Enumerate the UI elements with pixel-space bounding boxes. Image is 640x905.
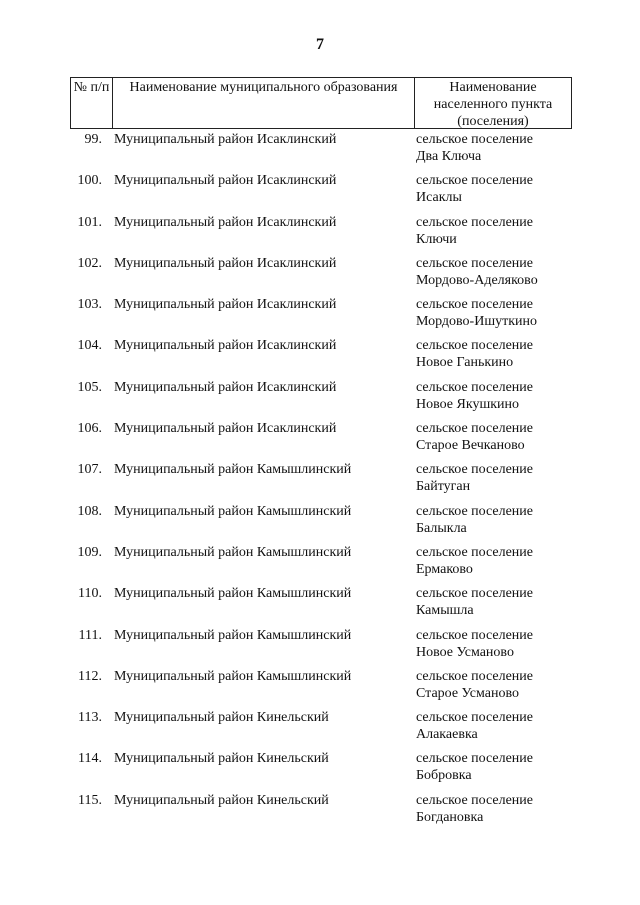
row-number: 105.: [77, 379, 102, 395]
settlement-name: Два Ключа: [416, 149, 482, 164]
settlement-type: сельское поселение: [416, 586, 533, 602]
settlement-cell: [416, 214, 606, 248]
settlement-cell: [416, 296, 606, 330]
municipality-name: Муниципальный район Камышлинский: [114, 462, 352, 478]
municipality-name: Муниципальный район Кинельский: [114, 792, 329, 808]
municipality-name: Муниципальный район Исаклинский: [114, 173, 337, 189]
settlement-name: Новое Усманово: [416, 644, 514, 660]
table-row: [0, 709, 640, 750]
table-row: [0, 668, 640, 709]
settlement-type: сельское поселение: [416, 668, 533, 684]
row-number: 113.: [78, 710, 102, 726]
table-row: [0, 503, 640, 544]
row-number: 106.: [77, 421, 102, 437]
settlement-cell: [416, 585, 606, 619]
settlement-name: Байтуган: [416, 479, 471, 495]
table-row: [0, 296, 640, 337]
municipality-name: Муниципальный район Исаклинский: [114, 421, 337, 437]
settlement-name: Новое Ганькино: [416, 355, 514, 371]
settlement-cell: [416, 337, 606, 371]
header-number-column: № п/п: [71, 78, 113, 128]
settlement-name: Старое Вечканово: [416, 438, 525, 454]
settlement-cell: [416, 461, 606, 495]
settlement-type: сельское поселение: [416, 297, 533, 313]
settlement-cell: [416, 668, 606, 702]
table-row: [0, 214, 640, 255]
municipality-name: Муниципальный район Исаклинский: [114, 338, 337, 354]
row-number: 101.: [77, 214, 102, 230]
settlement-cell: [416, 792, 606, 826]
table-row: [0, 337, 640, 378]
settlement-name: Балыкла: [416, 520, 467, 536]
row-number: 108.: [77, 503, 102, 519]
settlement-name: Новое Якушкино: [416, 396, 520, 412]
row-number: 103.: [77, 297, 102, 313]
table-row: [0, 792, 640, 833]
settlement-name: Ермаково: [416, 561, 473, 577]
table-row: [0, 750, 640, 791]
table-header: [70, 77, 572, 129]
municipality-name: Муниципальный район Камышлинский: [114, 544, 352, 560]
settlement-type: сельское поселение: [416, 379, 533, 395]
settlement-name: Исаклы: [416, 190, 462, 206]
settlement-name: Старое Усманово: [416, 685, 519, 701]
settlement-type: сельское поселение: [416, 627, 533, 643]
table-row: [0, 255, 640, 296]
header-settlement-column: Наименование населенного пункта (поселения): [433, 80, 553, 129]
municipality-name: Муниципальный район Исаклинский: [114, 379, 337, 395]
table-row: [0, 131, 640, 172]
settlement-cell: [416, 627, 606, 661]
settlement-cell: [416, 131, 606, 165]
row-number: 110.: [78, 586, 102, 602]
table-row: [0, 420, 640, 461]
settlement-type: сельское поселение: [416, 710, 533, 726]
header-municipality-column: Наименование муниципального образования: [113, 78, 415, 128]
row-number: 112.: [78, 668, 102, 684]
settlement-cell: [416, 750, 606, 784]
settlement-name: Мордово-Аделяково: [416, 272, 538, 288]
table-row: [0, 172, 640, 213]
settlement-type: сельское поселение: [416, 462, 533, 478]
settlement-type: сельское поселение: [416, 214, 533, 230]
row-number: 115.: [78, 792, 102, 808]
municipality-name: Муниципальный район Кинельский: [114, 710, 329, 726]
settlement-name: Мордово-Ишуткино: [416, 314, 538, 330]
row-number: 102.: [77, 255, 102, 271]
settlement-name: Алакаевка: [416, 727, 478, 743]
row-number: 114.: [78, 751, 102, 767]
settlement-cell: [416, 379, 606, 413]
table-body: [0, 131, 640, 833]
municipality-name: Муниципальный район Кинельский: [114, 751, 329, 767]
settlement-name: Бобровка: [416, 768, 472, 784]
settlement-type: сельское поселение: [416, 338, 533, 354]
settlement-type: сельское поселение: [416, 255, 533, 271]
table-row: [0, 544, 640, 585]
table-row: [0, 379, 640, 420]
table-row: [0, 461, 640, 502]
row-number: 104.: [77, 338, 102, 354]
settlement-name: Ключи: [416, 231, 457, 247]
settlement-cell: [416, 172, 606, 206]
settlement-cell: [416, 420, 606, 454]
municipality-name: Муниципальный район Камышлинский: [114, 627, 352, 643]
municipality-name: Муниципальный район Исаклинский: [114, 132, 337, 147]
settlement-cell: [416, 709, 606, 743]
page-number: 7: [316, 36, 324, 53]
settlement-cell: [416, 255, 606, 289]
settlement-type: сельское поселение: [416, 751, 533, 767]
row-number: 107.: [77, 462, 102, 478]
settlement-type: сельское поселение: [416, 503, 533, 519]
municipality-name: Муниципальный район Камышлинский: [114, 668, 352, 684]
row-number: 111.: [78, 627, 102, 643]
settlement-type: сельское поселение: [416, 792, 533, 808]
row-number: 109.: [77, 544, 102, 560]
row-number: 100.: [77, 173, 102, 189]
table-row: [0, 627, 640, 668]
table-row: [0, 585, 640, 626]
municipality-name: Муниципальный район Исаклинский: [114, 214, 337, 230]
settlement-type: сельское поселение: [416, 544, 533, 560]
settlement-cell: [416, 544, 606, 578]
municipality-name: Муниципальный район Исаклинский: [114, 297, 337, 313]
municipality-name: Муниципальный район Исаклинский: [114, 255, 337, 271]
settlement-type: сельское поселение: [416, 421, 533, 437]
settlement-type: сельское поселение: [416, 173, 533, 189]
settlement-cell: [416, 503, 606, 537]
settlement-name: Богдановка: [416, 809, 484, 825]
municipality-name: Муниципальный район Камышлинский: [114, 586, 352, 602]
row-number: 99.: [84, 132, 102, 147]
settlement-type: сельское поселение: [416, 132, 533, 147]
settlement-name: Камышла: [416, 603, 474, 619]
municipality-name: Муниципальный район Камышлинский: [114, 503, 352, 519]
